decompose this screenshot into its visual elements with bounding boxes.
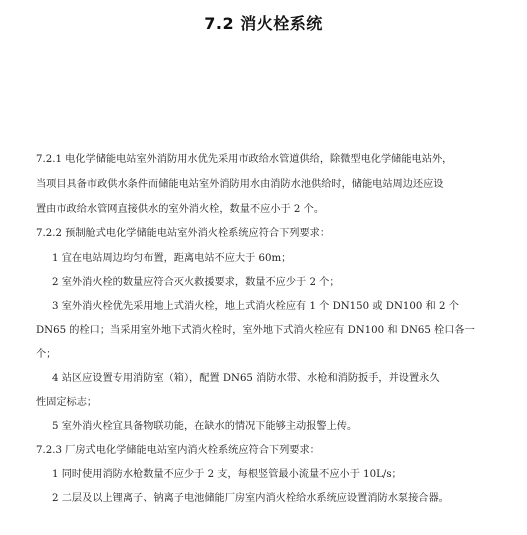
clause-7-2-2-item-2: 2 室外消火栓的数量应符合灭火救援要求，数量不应少于 2 个；: [52, 277, 340, 288]
clause-7-2-2-item-3-line-2: DN65 的栓口；当采用室外地下式消火栓时，室外地下式消火栓应有 DN100 和 DN65 栓口各一: [36, 325, 475, 336]
clause-7-2-2-item-5: 5 室外消火栓宜具备物联功能，在缺水的情况下能够主动报警上传。: [52, 421, 358, 432]
clause-7-2-2-item-3-line-1: 3 室外消火栓优先采用地上式消火栓，地上式消火栓应有 1 个 DN150 或 DN100 和 2 个: [52, 301, 459, 312]
clause-7-2-2-item-3-line-3: 个；: [36, 349, 57, 360]
clause-7-2-1-line-1: 7.2.1 电化学储能电站室外消防用水优先采用市政给水管道供给，除微型电化学储能电站外，: [36, 154, 453, 165]
clause-7-2-3-item-1: 1 同时使用消防水枪数量不应少于 2 支，每根竖管最小流量不应小于 10L/s；: [52, 469, 402, 480]
clause-7-2-2-item-4-line-2: 性固定标志；: [36, 397, 98, 408]
section-title: 7.2 消火栓系统: [204, 14, 323, 33]
clause-7-2-1-line-3: 置由市政给水管网直接供水的室外消火栓，数量不应小于 2 个。: [36, 204, 325, 215]
clause-7-2-3-heading: 7.2.3 厂房式电化学储能电站室内消火栓系统应符合下列要求：: [36, 445, 320, 456]
clause-7-2-2-item-4-line-1: 4 站区应设置专用消防室（箱），配置 DN65 消防水带、水枪和消防扳手，并设置永久: [52, 373, 440, 384]
clause-7-2-3-item-2: 2 二层及以上锂离子、钠离子电池储能厂房室内消火栓给水系统应设置消防水泵接合器。: [52, 493, 449, 504]
clause-7-2-2-item-1: 1 宜在电站周边均匀布置，距离电站不应大于 60m；: [52, 253, 292, 264]
clause-7-2-2-heading: 7.2.2 预制舱式电化学储能电站室外消火栓系统应符合下列要求：: [36, 228, 331, 239]
clause-7-2-1-line-2: 当项目具备市政供水条件而储能电站室外消防用水由消防水池供给时，储能电站周边还应设: [36, 179, 444, 190]
